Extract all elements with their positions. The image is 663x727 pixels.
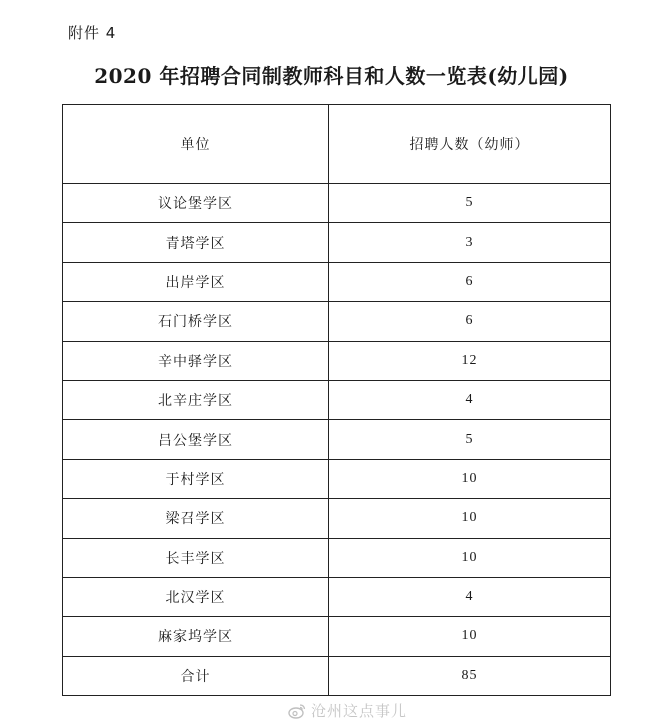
count-cell: 5 bbox=[329, 420, 611, 459]
count-cell: 5 bbox=[329, 184, 611, 223]
column-header-unit: 单位 bbox=[63, 105, 329, 184]
unit-cell: 吕公堡学区 bbox=[63, 420, 329, 459]
unit-cell: 北汉学区 bbox=[63, 577, 329, 616]
count-cell: 6 bbox=[329, 302, 611, 341]
recruitment-table bbox=[62, 104, 611, 696]
total-label: 合计 bbox=[63, 656, 329, 695]
count-cell: 6 bbox=[329, 262, 611, 301]
table-row bbox=[63, 262, 611, 301]
unit-cell: 石门桥学区 bbox=[63, 302, 329, 341]
table-header-row bbox=[63, 105, 611, 184]
table-row bbox=[63, 380, 611, 419]
unit-cell: 北辛庄学区 bbox=[63, 380, 329, 419]
table-row bbox=[63, 184, 611, 223]
watermark-text: 沧州这点事儿 bbox=[311, 702, 408, 720]
table-row bbox=[63, 499, 611, 538]
unit-cell: 辛中驿学区 bbox=[63, 341, 329, 380]
table-row bbox=[63, 223, 611, 262]
unit-cell: 麻家坞学区 bbox=[63, 617, 329, 656]
count-cell: 4 bbox=[329, 577, 611, 616]
watermark bbox=[288, 700, 407, 721]
unit-cell: 梁召学区 bbox=[63, 499, 329, 538]
count-cell: 3 bbox=[329, 223, 611, 262]
count-cell: 12 bbox=[329, 341, 611, 380]
count-cell: 10 bbox=[329, 499, 611, 538]
unit-cell: 于村学区 bbox=[63, 459, 329, 498]
page-title: 2020 年招聘合同制教师科目和人数一览表(幼儿园) bbox=[94, 64, 569, 88]
unit-cell: 长丰学区 bbox=[63, 538, 329, 577]
column-header-count: 招聘人数（幼师） bbox=[329, 105, 611, 184]
unit-cell: 青塔学区 bbox=[63, 223, 329, 262]
table-row bbox=[63, 459, 611, 498]
unit-cell: 出岸学区 bbox=[63, 262, 329, 301]
count-cell: 10 bbox=[329, 459, 611, 498]
weibo-icon bbox=[288, 703, 306, 719]
table-row bbox=[63, 341, 611, 380]
count-cell: 4 bbox=[329, 380, 611, 419]
count-cell: 10 bbox=[329, 538, 611, 577]
attachment-label: 附件 4 bbox=[68, 24, 117, 42]
count-cell: 10 bbox=[329, 617, 611, 656]
table-row bbox=[63, 617, 611, 656]
table-row bbox=[63, 302, 611, 341]
table-row bbox=[63, 420, 611, 459]
unit-cell: 议论堡学区 bbox=[63, 184, 329, 223]
table-row bbox=[63, 538, 611, 577]
total-row bbox=[63, 656, 611, 695]
total-count: 85 bbox=[329, 656, 611, 695]
table-row bbox=[63, 577, 611, 616]
